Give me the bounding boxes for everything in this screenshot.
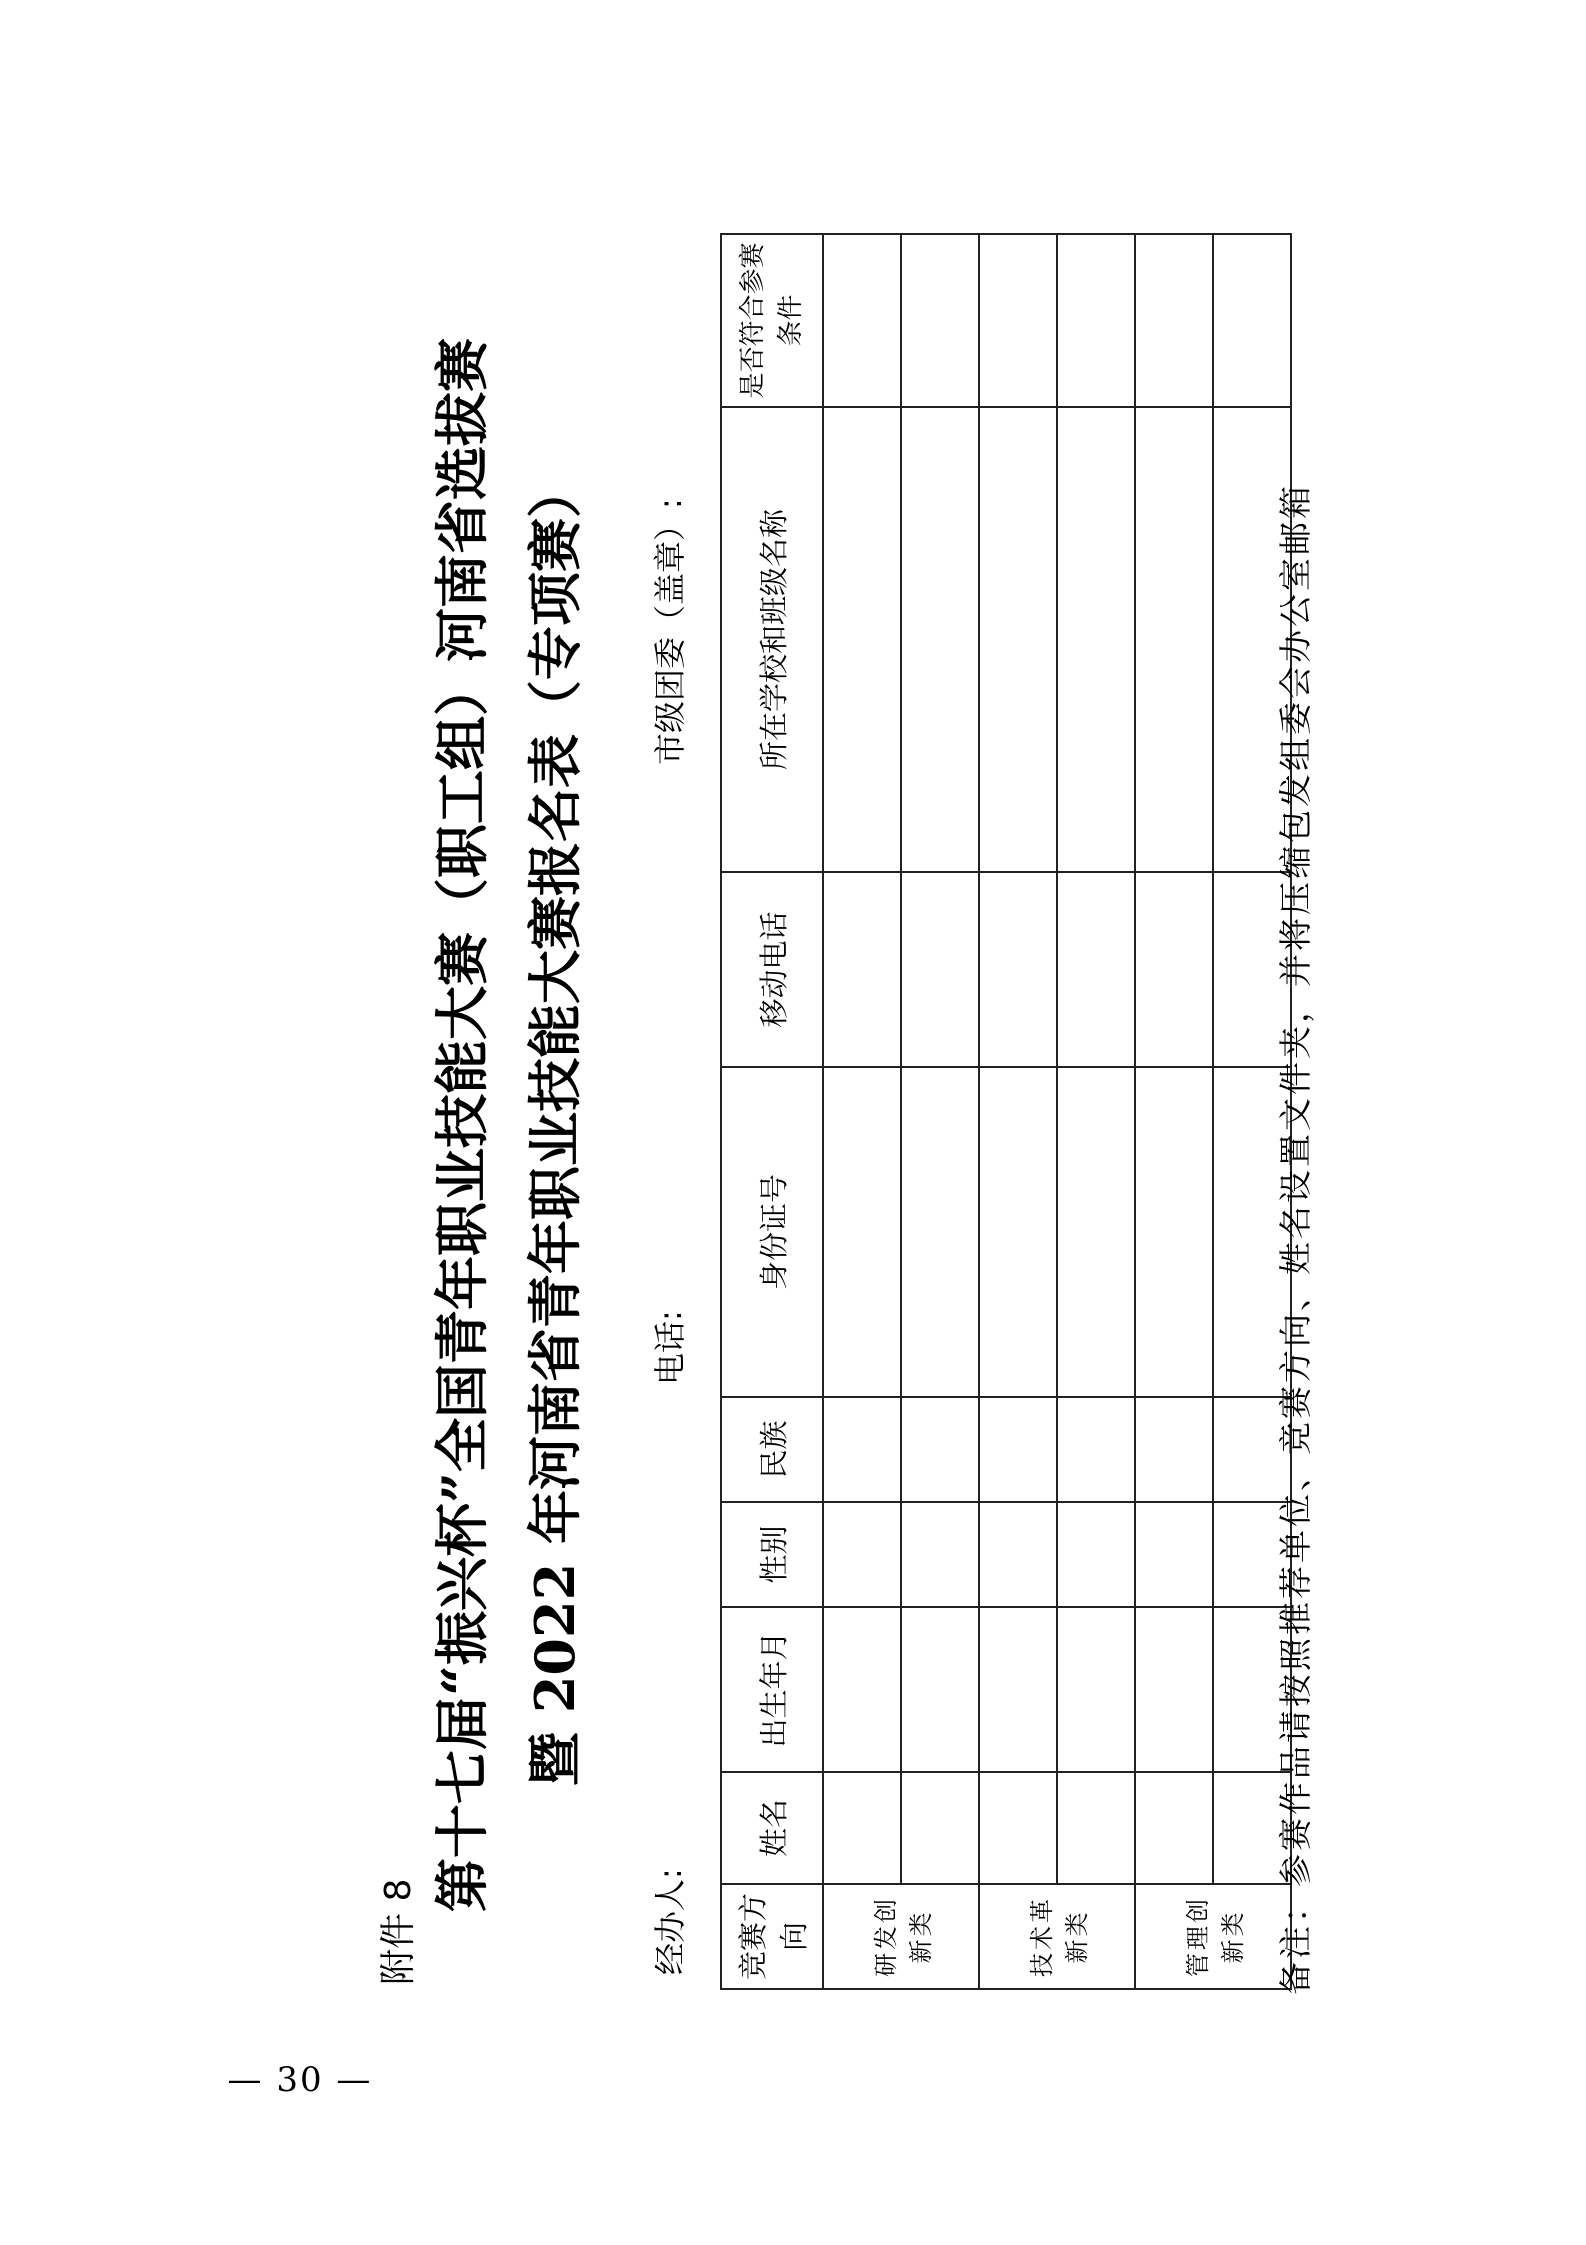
page-number: — 30 — [227, 2060, 373, 2100]
header-birth: 出生年月 [721, 1607, 823, 1772]
ethnicity-cell[interactable] [1057, 1397, 1135, 1502]
name-cell[interactable] [901, 1772, 979, 1884]
id-number-cell[interactable] [823, 1067, 901, 1397]
eligibility-cell[interactable] [901, 234, 979, 407]
mobile-cell[interactable] [823, 872, 901, 1067]
registration-table [720, 233, 1292, 1990]
id-number-cell[interactable] [979, 1067, 1057, 1397]
header-id-number: 身份证号 [721, 1067, 823, 1397]
ethnicity-cell[interactable] [901, 1397, 979, 1502]
gender-cell[interactable] [901, 1502, 979, 1607]
form-title-line1: 第十七届“振兴杯”全国青年职业技能大赛（职工组）河南省选拔赛 [430, 337, 494, 1913]
attachment-label: 附件 8 [378, 1878, 419, 1985]
category-cell-management-innovation: 管理创新类 [1135, 1884, 1291, 1989]
id-number-cell[interactable] [1135, 1067, 1213, 1397]
birth-cell[interactable] [823, 1607, 901, 1772]
id-number-cell[interactable] [901, 1067, 979, 1397]
ethnicity-cell[interactable] [979, 1397, 1057, 1502]
birth-cell[interactable] [979, 1607, 1057, 1772]
table-header-row [721, 234, 823, 1989]
birth-cell[interactable] [1057, 1607, 1135, 1772]
table-row [1135, 234, 1213, 1989]
header-gender: 性别 [721, 1502, 823, 1607]
eligibility-cell[interactable] [979, 234, 1057, 407]
header-eligibility: 是否符合参赛条件 [721, 234, 823, 407]
header-mobile: 移动电话 [721, 872, 823, 1067]
name-cell[interactable] [979, 1772, 1057, 1884]
table-row [823, 234, 901, 1989]
school-class-cell[interactable] [979, 407, 1057, 872]
gender-cell[interactable] [823, 1502, 901, 1607]
header-school-class: 所在学校和班级名称 [721, 407, 823, 872]
gender-cell[interactable] [1057, 1502, 1135, 1607]
phone-label: 电话: [651, 1310, 689, 1385]
form-meta-row [645, 125, 695, 2125]
name-cell[interactable] [1057, 1772, 1135, 1884]
mobile-cell[interactable] [979, 872, 1057, 1067]
table-row [901, 234, 979, 1989]
header-direction: 竞赛方向 [721, 1884, 823, 1989]
ethnicity-cell[interactable] [823, 1397, 901, 1502]
eligibility-cell[interactable] [823, 234, 901, 407]
id-number-cell[interactable] [1057, 1067, 1135, 1397]
birth-cell[interactable] [1135, 1607, 1213, 1772]
registration-sheet [340, 125, 1320, 2125]
birth-cell[interactable] [901, 1607, 979, 1772]
name-cell[interactable] [1135, 1772, 1213, 1884]
school-class-cell[interactable] [901, 407, 979, 872]
header-ethnicity: 民族 [721, 1397, 823, 1502]
ethnicity-cell[interactable] [1135, 1397, 1213, 1502]
handler-label: 经办人: [651, 1868, 689, 1975]
school-class-cell[interactable] [1057, 407, 1135, 872]
school-class-cell[interactable] [1135, 407, 1213, 872]
mobile-cell[interactable] [901, 872, 979, 1067]
gender-cell[interactable] [979, 1502, 1057, 1607]
mobile-cell[interactable] [1135, 872, 1213, 1067]
gender-cell[interactable] [1135, 1502, 1213, 1607]
form-title-line2: 暨 2022 年河南省青年职业技能大赛报名表（专项赛） [523, 464, 587, 1786]
table-row [1057, 234, 1135, 1989]
category-cell-rd-innovation: 研发创新类 [823, 1884, 979, 1989]
header-name: 姓名 [721, 1772, 823, 1884]
eligibility-cell[interactable] [1057, 234, 1135, 407]
mobile-cell[interactable] [1057, 872, 1135, 1067]
category-cell-tech-innovation: 技术革新类 [979, 1884, 1135, 1989]
school-class-cell[interactable] [823, 407, 901, 872]
remark-note: 备注：参赛作品请按照推荐单位、竞赛方向、姓名设置文件夹，并将压缩包发组委会办公室邮箱 [1276, 483, 1315, 1995]
eligibility-cell[interactable] [1135, 234, 1213, 407]
name-cell[interactable] [823, 1772, 901, 1884]
league-stamp-label: 市级团委（盖章）: [651, 498, 689, 765]
table-row [979, 234, 1057, 1989]
